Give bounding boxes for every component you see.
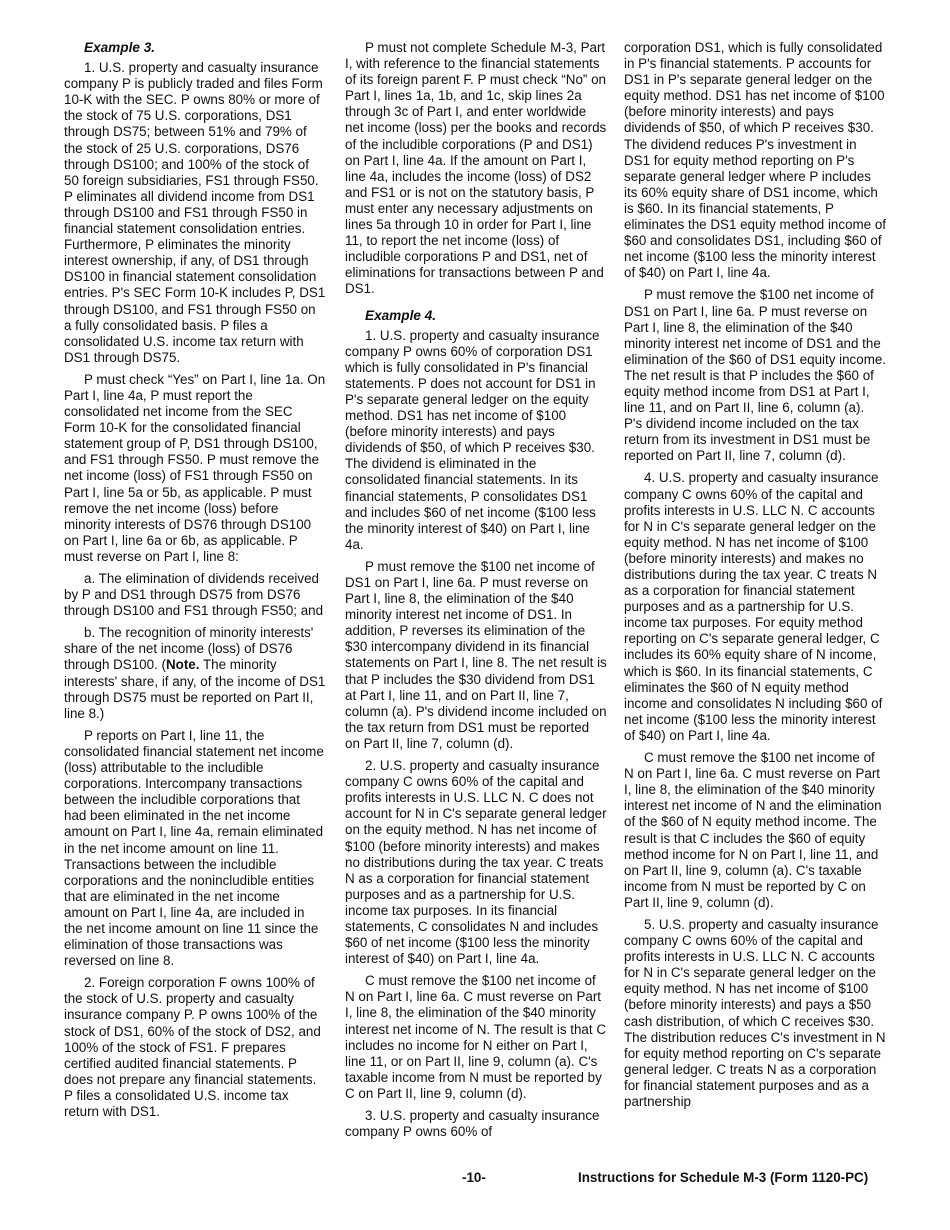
example-3-heading: Example 3. <box>84 40 156 55</box>
paragraph: 3. U.S. property and casualty insurance company P owns 60% of <box>345 1108 600 1140</box>
paragraph: 4. U.S. property and casualty insurance company C owns 60% of the capital and profits interests in U.S. LLC N. C accounts for N in C's separate general ledger on the equity method. N has net income of $100 (before minority interests) and makes no distributions during the tax year. C treats N as a corporation for financial statement purposes and as a partnership for U.S. income tax purposes. For equity method reporting on C's separate general ledger, C includes its 60% equity share of N income, which is $60. In its financial statements, C eliminates the $60 of N equity method income and consolidates N including $60 of net income ($100 less the minority interest of $40) on Part I, line 4a. <box>624 470 883 743</box>
paragraph: P must remove the $100 net income of DS1 on Part I, line 6a. P must reverse on Part I, line 8, the elimination of the $40 minority interest net income of DS1. In addition, P reverses its elimination of the $30 intercompany dividend in its financial statements on Part I, line 8. The net result is that P includes the $30 dividend from DS1 at Part I, line 11, and on Part II, line 7, column (a). P's dividend income included on the tax return from DS1 must be reported on Part II, line 7, column (d). <box>345 558 607 751</box>
paragraph: a. The elimination of dividends received by P and DS1 through DS75 from DS76 through DS100 and FS1 through FS50; and <box>64 571 324 619</box>
paragraph: 2. Foreign corporation F owns 100% of the stock of U.S. property and casualty insurance company P. P owns 100% of the stock of DS1, 60% of the stock of DS2, and 100% of the stock of FS1. F prepares certified audited financial statements. P does not prepare any financial statements. P files a consolidated U.S. income tax return with DS1. <box>64 975 321 1119</box>
column-middle <box>345 40 607 1146</box>
page-number: -10- <box>462 1170 486 1185</box>
column-right <box>624 40 886 1116</box>
paragraph-text: The minority interests' share, if any, of the income of DS1 through DS75 must be reported on Part II, line 8.) <box>64 657 326 721</box>
footer-title: Instructions for Schedule M-3 (Form 1120-PC) <box>578 1170 869 1185</box>
paragraph: C must remove the $100 net income of N on Part I, line 6a. C must reverse on Part I, line 8, the elimination of the $40 minority interest net income of N and the elimination of the $60 of N equity method income. The result is that C includes the $60 of equity method income for N on Part I, line 11, and on Part II, line 9, column (a). C's taxable income from N must be reported by C on Part II, line 9, column (d). <box>624 750 882 910</box>
column-left <box>64 40 326 1126</box>
note-label: Note. <box>165 657 200 673</box>
paragraph-continued: corporation DS1, which is fully consolidated in P's financial statements. P accounts for DS1 in P's separate general ledger on the equity method. DS1 has net income of $100 (before minority interests) and pays dividends of $50, of which P receives $30. The dividend reduces P's investment in DS1 for equity method reporting on P's separate general ledger where P includes its 60% equity share of DS1 income, which is $60. In its financial statements, P eliminates the DS1 equity method income of $60 and consolidates DS1, including $60 of net income ($100 less the minority interest of $40) on Part I, line 4a. <box>624 40 887 281</box>
paragraph: 1. U.S. property and casualty insurance company P is publicly traded and files Form 10-K with the SEC. P owns 80% or more of the stock of 75 U.S. corporations, DS1 through DS75; between 51% and 79% of the stock of 25 U.S. corporations, DS76 through DS100; and 100% of the stock of 50 foreign subsidiaries, FS1 through FS50. P eliminates all dividend income from DS1 through DS100 and FS1 through FS50 in financial statement consolidation entries. Furthermore, P eliminates the minority interest ownership, if any, of DS1 through DS100 in financial statement consolidation entries. P's SEC Form 10-K includes P, DS1 through DS100, and FS1 through FS50 on a fully consolidated basis. P files a consolidated U.S. income tax return with DS1 through DS75. <box>64 60 326 365</box>
paragraph: P reports on Part I, line 11, the consolidated financial statement net income (loss) attributable to the includible corporations. Intercompany transactions between the includible corporations that had been eliminated in the net income amount on Part I, line 4a, remain eliminated in the net income amount on line 11. Transactions between the includible corporations and the nonincludible entities that are eliminated in the net income amount on Part I, line 4a, are included in the net income amount on line 11 since the elimination of those transactions was reversed on line 8. <box>64 727 324 969</box>
paragraph: C must remove the $100 net income of N on Part I, line 6a. C must reverse on Part I, line 8, the elimination of the $40 minority interest net income of N. The result is that C includes no income for N either on Part I, line 11, or on Part II, line 9, column (a). C's taxable income from N must be reported by C on Part II, line 9, column (d). <box>345 973 606 1101</box>
paragraph-with-note <box>64 625 326 722</box>
paragraph: 1. U.S. property and casualty insurance company P owns 60% of corporation DS1 which is fully consolidated in P's financial statements. P does not account for DS1 in P's separate general ledger on the equity method. DS1 has net income of $100 (before minority interests) and pays dividends of $50, of which P receives $30. The dividend is eliminated in the consolidated financial statements. In its financial statements, P consolidates DS1 and includes $60 of net income ($100 less the minority interest of $40) on Part I, line 4a. <box>345 327 600 552</box>
paragraph: P must not complete Schedule M-3, Part I, with reference to the financial statements of its foreign parent F. P must check “No” on Part I, lines 1a, 1b, and 1c, skip lines 2a through 3c of Part I, and enter worldwide net income (loss) per the books and records of the includible corporations (P and DS1) on Part I, line 4a. If the amount on Part I, line 4a, includes the income (loss) of DS2 and FS1 or is not on the statutory basis, P must enter any necessary adjustments on lines 5a through 10 in order for Part I, line 11, to report the net income (loss) of includible corporations P and DS1, net of eliminations for transactions between P and DS1. <box>345 40 607 297</box>
paragraph: 5. U.S. property and casualty insurance company C owns 60% of the capital and profits interests in U.S. LLC N. C accounts for N in C's separate general ledger on the equity method. N has net income of $100 (before minority interests) and pays a $50 cash distribution, of which C receives $30. The distribution reduces C's investment in N for equity method reporting on C's separate general ledger. C treats N as a corporation for financial statement purposes and as a partnership <box>624 916 886 1109</box>
example-4-heading: Example 4. <box>365 307 437 323</box>
paragraph: 2. U.S. property and casualty insurance company C owns 60% of the capital and profits interests in U.S. LLC N. C does not account for N in C's separate general ledger on the equity method. N has net income of $100 (before minority interests) and makes no distributions during the tax year. C treats N as a corporation for financial statement purposes and as a partnership for U.S. income tax purposes. In its financial statements, C consolidates N and includes $60 of net income ($100 less the minority interest of $40) on Part I, line 4a. <box>345 758 607 967</box>
paragraph-text: b. The recognition of minority interests' share of the net income (loss) of DS76 through DS100. ( <box>64 625 314 673</box>
paragraph: P must check “Yes” on Part I, line 1a. On Part I, line 4a, P must report the consolidated net income from the SEC Form 10-K for the consolidated financial statement group of P, DS1 through DS100, and FS1 through FS50. P must remove the net income (loss) of FS1 through FS50 on Part I, line 5a or 5b, as applicable. P must remove the net income (loss) before minority interests of DS76 through DS100 on Part I, line 6a or 6b, as applicable. P must reverse on Part I, line 8: <box>64 371 326 564</box>
paragraph: P must remove the $100 net income of DS1 on Part I, line 6a. P must reverse on Part I, line 8, the elimination of the $40 minority interest net income of DS1 and the elimination of the $60 of DS1 equity income. The net result is that P includes the $60 of equity method income from DS1 at Part I, line 11, and on Part II, line 6, column (a). P's dividend income included on the tax return from its investment in DS1 must be reported on Part II, line 7, column (d). <box>624 287 887 464</box>
